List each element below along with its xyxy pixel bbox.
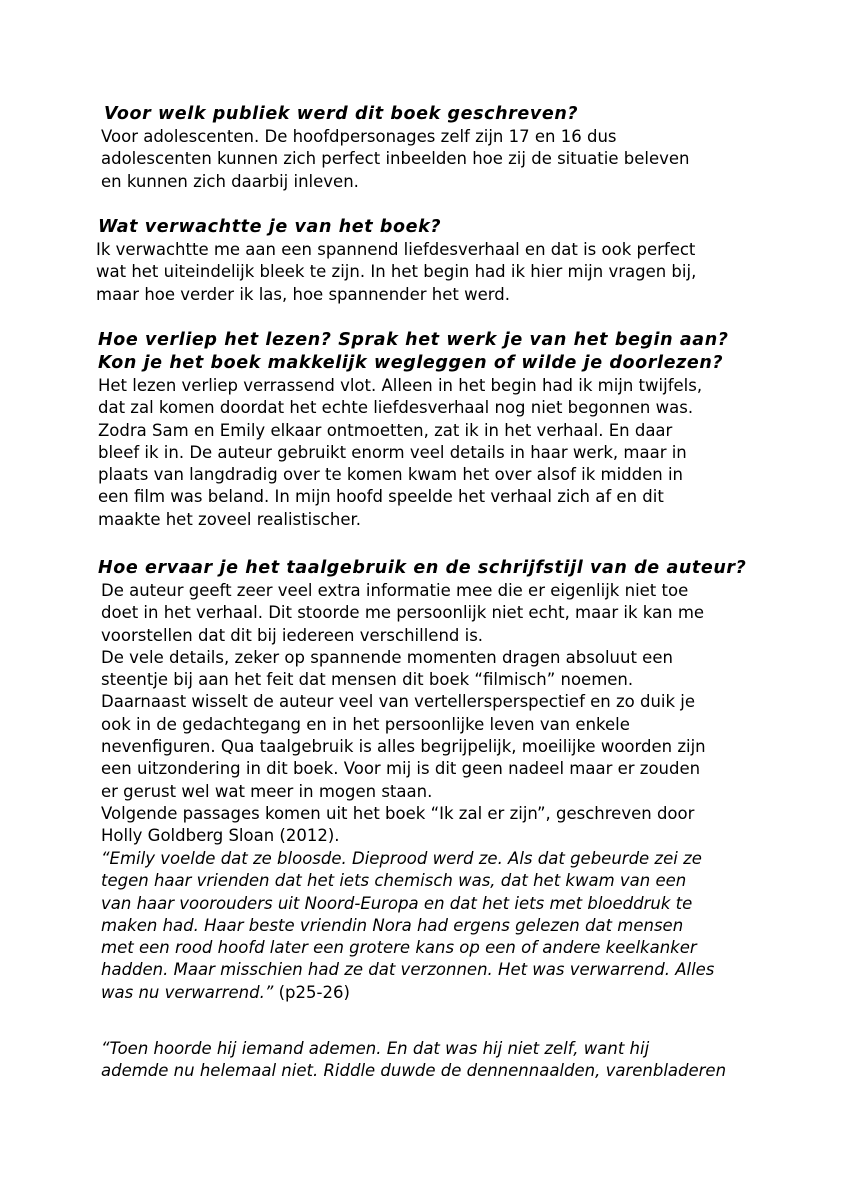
quote-line: “Emily voelde dat ze bloosde. Dieprood werd ze. Als dat gebeurde zei ze	[101, 849, 702, 868]
quote-line: van haar voorouders uit Noord-Europa en dat het iets met bloeddruk te	[101, 893, 693, 913]
text-line: maar hoe verder ik las, hoe spannender het werd.	[96, 284, 510, 304]
text-line: Zodra Sam en Emily elkaar ontmoetten, zat ik in het verhaal. En daar	[98, 420, 673, 440]
text-line: Het lezen verliep verrassend vlot. Alleen in het begin had ik mijn twijfels,	[98, 376, 703, 395]
quote-line: “Toen hoorde hij iemand ademen. En dat was hij niet zelf, want hij	[101, 1039, 650, 1058]
text-line: bleef ik in. De auteur gebruikt enorm veel details in haar werk, maar in	[98, 442, 687, 462]
quote-line-last	[101, 982, 714, 1004]
text-line: doet in het verhaal. Dit stoorde me persoonlijk niet echt, maar ik kan me	[101, 603, 705, 623]
text-line: wat het uiteindelijk bleek te zijn. In het begin had ik hier mijn vragen bij,	[96, 262, 697, 282]
text-line: adolescenten kunnen zich perfect inbeelden hoe zij de situatie beleven	[101, 149, 690, 169]
book-quote-1	[101, 848, 714, 1004]
text-line: er gerust wel wat meer in mogen staan.	[101, 781, 433, 801]
question-heading-style: Hoe ervaar je het taalgebruik en de schrijfstijl van de auteur?	[98, 558, 747, 578]
question-line: Kon je het boek makkelijk wegleggen of wilde je doorlezen?	[98, 353, 724, 373]
page-reference: (p25-26)	[273, 982, 350, 1002]
text-line: Holly Goldberg Sloan (2012).	[101, 826, 340, 846]
answer-paragraph-expectation	[96, 239, 696, 306]
text-line: Voor adolescenten. De hoofdpersonages zelf zijn 17 en 16 dus	[101, 127, 617, 146]
question-heading-expectation: Wat verwachtte je van het boek?	[98, 217, 442, 237]
text-line: Ik verwachtte me aan een spannend liefdesverhaal en dat is ook perfect	[96, 240, 696, 259]
book-quote-2	[101, 1038, 726, 1083]
text-line: nevenfiguren. Qua taalgebruik is alles begrijpelijk, moeilijke woorden zijn	[101, 737, 706, 757]
quote-text: was nu verwarrend.”	[101, 982, 274, 1002]
text-line: dat zal komen doordat het echte liefdesverhaal nog niet begonnen was.	[98, 398, 694, 418]
question-line: Hoe verliep het lezen? Sprak het werk je van het begin aan?	[98, 330, 729, 350]
text-line: een uitzondering in dit boek. Voor mij is dit geen nadeel maar er zouden	[101, 759, 701, 779]
quote-line: hadden. Maar misschien had ze dat verzonnen. Het was verwarrend. Alles	[101, 960, 715, 980]
text-line: plaats van langdradig over te komen kwam het over alsof ik midden in	[98, 465, 684, 485]
text-line: De auteur geeft zeer veel extra informatie mee die er eigenlijk niet toe	[101, 581, 689, 600]
text-line: steentje bij aan het feit dat mensen dit boek “filmisch” noemen.	[101, 670, 634, 690]
quote-line: ademde nu helemaal niet. Riddle duwde de dennennaalden, varenbladeren	[101, 1061, 727, 1081]
answer-paragraph-reading	[98, 375, 702, 531]
text-line: De vele details, zeker op spannende momenten dragen absoluut een	[101, 647, 673, 667]
answer-paragraph-style	[101, 580, 706, 848]
question-heading-audience: Voor welk publiek werd dit boek geschreven?	[104, 104, 579, 124]
text-line: Daarnaast wisselt de auteur veel van vertellersperspectief en zo duik je	[101, 692, 696, 712]
question-heading-reading	[98, 329, 729, 375]
text-line: ook in de gedachtegang en in het persoonlijke leven van enkele	[101, 714, 630, 734]
text-line: maakte het zoveel realistischer.	[98, 509, 361, 529]
answer-paragraph-audience	[101, 126, 690, 193]
text-line: Volgende passages komen uit het boek “Ik zal er zijn”, geschreven door	[101, 803, 695, 823]
quote-line: met een rood hoofd later een grotere kans op een of andere keelkanker	[101, 938, 697, 958]
quote-line: maken had. Haar beste vriendin Nora had ergens gelezen dat mensen	[101, 915, 684, 935]
text-line: voorstellen dat dit bij iedereen verschillend is.	[101, 625, 484, 645]
quote-line: tegen haar vrienden dat het iets chemisch was, dat het kwam van een	[101, 871, 687, 891]
text-line: en kunnen zich daarbij inleven.	[101, 171, 359, 191]
text-line: een film was beland. In mijn hoofd speelde het verhaal zich af en dit	[98, 487, 664, 507]
